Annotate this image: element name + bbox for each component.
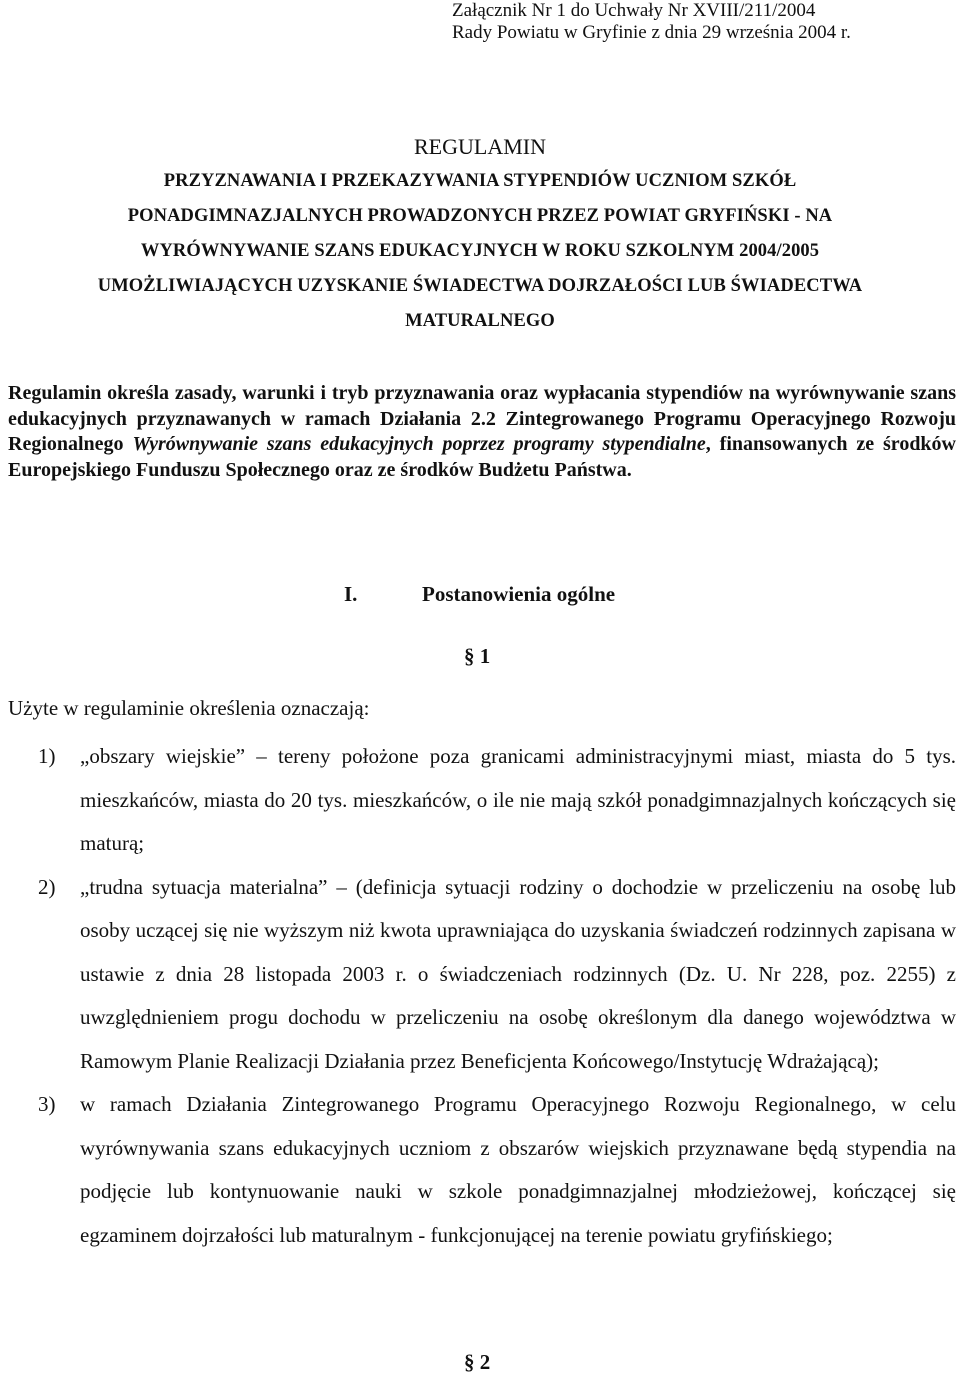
list-marker: 3) bbox=[38, 1092, 56, 1116]
title-main: REGULAMIN bbox=[414, 134, 546, 159]
intro-italic: Wyrównywanie szans edukacyjnych poprzez programy stypendialne bbox=[132, 433, 706, 455]
intro-text-2: , finansowanych ze środków Europejskiego Funduszu Społecznego oraz ze środków Budżetu Państwa. bbox=[8, 433, 957, 481]
list-item bbox=[8, 1083, 956, 1257]
list-item bbox=[8, 735, 956, 866]
section-heading bbox=[344, 582, 615, 607]
intro-paragraph bbox=[8, 381, 956, 483]
definitions-intro: Użyte w regulaminie określenia oznaczają: bbox=[8, 696, 370, 720]
title-line: UMOŻLIWIAJĄCYCH UZYSKANIE ŚWIADECTWA DOJRZAŁOŚCI LUB ŚWIADECTWA bbox=[97, 276, 863, 296]
header-line-2: Rady Powiatu w Gryfinie z dnia 29 września 2004 r. bbox=[452, 22, 851, 43]
section-number: I. bbox=[344, 582, 358, 606]
definitions-list bbox=[8, 735, 956, 1257]
list-item-text: w ramach Działania Zintegrowanego Programu Operacyjnego Rozwoju Regionalnego, w celu wyrównywania szans edukacyjnych uczniom z obszarów wiejskich przyznawane będą stypendia na podjęcie lub kontynuowanie nauki w szkole ponadgimnazjalnej młodzieżowej, kończącej się egzaminem dojrzałości lub maturalnym - funkcjonującej na terenie powiatu gryfińskiego; bbox=[80, 1092, 956, 1247]
paragraph-2-sign: § 2 bbox=[464, 1350, 491, 1374]
title-line: MATURALNEGO bbox=[405, 311, 555, 331]
list-item bbox=[8, 866, 956, 1084]
title-line: WYRÓWNYWANIE SZANS EDUKACYJNYCH W ROKU SZKOLNYM 2004/2005 bbox=[140, 241, 820, 261]
list-marker: 2) bbox=[38, 874, 56, 899]
list-marker: 1) bbox=[38, 744, 56, 768]
list-item-text: „trudna sytuacja materialna” – (definicja sytuacji rodziny o dochodzie w przeliczeniu na osobę lub osoby uczącej się nie wyższym niż kwota uprawniająca do uzyskania świadczeń rodzinnych zapisana w ustawie z dnia 28 listopada 2003 r. o świadczeniach rodzinnych (Dz. U. Nr 228, poz. 2255) z uwzględnieniem progu dochodu w przeliczeniu na osobę określonym dla danego województwa w Ramowym Planie Realizacji Działania przez Beneficjenta Końcowego/Instytucję Wdrażającą); bbox=[80, 874, 956, 1073]
list-item-text: „obszary wiejskie” – tereny położone poza granicami administracyjnymi miast, miasta do 5 tys. mieszkańców, miasta do 20 tys. mieszkańców, o ile nie mają szkół ponadgimnazjalnych kończących się maturą; bbox=[80, 744, 956, 855]
document-header bbox=[452, 0, 952, 44]
document-title bbox=[0, 134, 960, 339]
title-line: PONADGIMNAZJALNYCH PROWADZONYCH PRZEZ POWIAT GRYFIŃSKI - NA bbox=[127, 206, 833, 226]
intro-text-1: Regulamin określa zasady, warunki i tryb przyznawania oraz wypłacania stypendiów na wyrównywanie szans edukacyjnych przyznawanych w ramach Działania 2.2 Zintegrowanego Programu Operacyjnego Rozwoju Regionalnego bbox=[8, 382, 956, 455]
title-line: PRZYZNAWANIA I PRZEKAZYWANIA STYPENDIÓW UCZNIOM SZKÓŁ bbox=[163, 171, 797, 191]
section-title: Postanowienia ogólne bbox=[422, 582, 616, 606]
paragraph-1-sign: § 1 bbox=[464, 644, 491, 668]
header-line-1: Załącznik Nr 1 do Uchwały Nr XVIII/211/2004 bbox=[452, 0, 816, 21]
